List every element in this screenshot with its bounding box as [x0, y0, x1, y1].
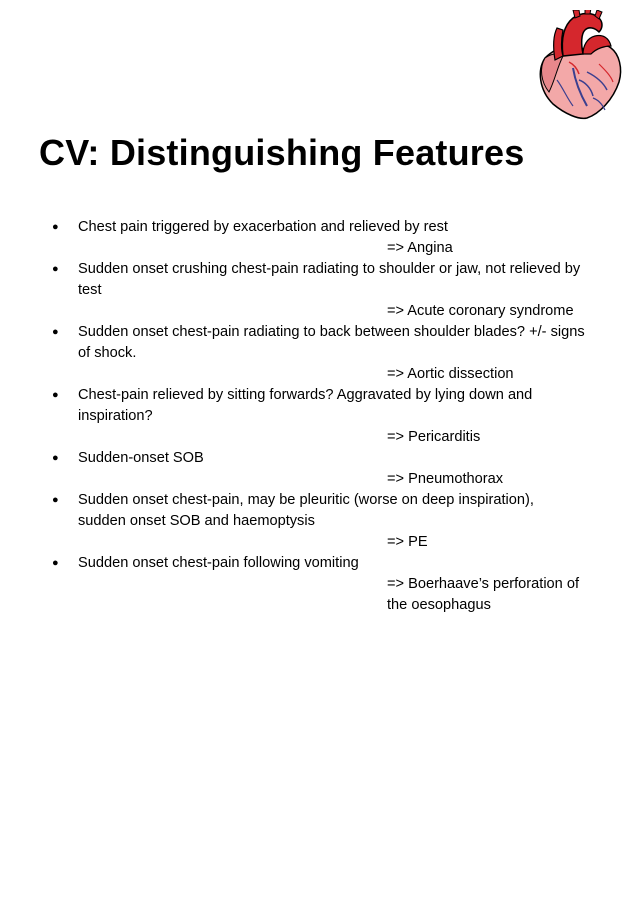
- feature-diagnosis: => Angina: [387, 240, 453, 256]
- list-item: [0, 553, 638, 616]
- feature-description: Sudden onset chest-pain following vomiting: [78, 555, 359, 571]
- feature-description: Sudden onset chest-pain radiating to back between shoulder blades? +/- signs of shock.: [78, 324, 585, 361]
- bullet-icon: ●: [52, 263, 59, 275]
- feature-diagnosis: => Pneumothorax: [387, 471, 504, 487]
- feature-description: Chest-pain relieved by sitting forwards? Aggravated by lying down and inspiration?: [78, 387, 533, 424]
- feature-diagnosis: => Acute coronary syndrome: [387, 303, 574, 319]
- page-title: CV: Distinguishing Features: [39, 132, 525, 173]
- feature-diagnosis: => Boerhaave’s perforation of the oesophagus: [387, 576, 580, 613]
- bullet-icon: ●: [52, 326, 59, 338]
- list-item: [0, 259, 638, 322]
- feature-description: Sudden-onset SOB: [78, 450, 204, 466]
- list-item: [0, 490, 638, 553]
- list-item: [0, 385, 638, 448]
- features-list: [0, 217, 638, 616]
- bullet-icon: ●: [52, 452, 59, 464]
- feature-description: Sudden onset chest-pain, may be pleuritic (worse on deep inspiration), sudden onset SOB and haemoptysis: [78, 492, 534, 529]
- feature-description: Sudden onset crushing chest-pain radiating to shoulder or jaw, not relieved by test: [78, 261, 581, 298]
- feature-diagnosis: => Aortic dissection: [387, 366, 514, 382]
- feature-diagnosis: => PE: [387, 534, 428, 550]
- list-item: [0, 217, 638, 259]
- anatomical-heart-icon: [533, 10, 623, 122]
- list-item: [0, 448, 638, 490]
- bullet-icon: ●: [52, 389, 59, 401]
- bullet-icon: ●: [52, 494, 59, 506]
- bullet-icon: ●: [52, 557, 59, 569]
- feature-diagnosis: => Pericarditis: [387, 429, 481, 445]
- bullet-icon: ●: [52, 221, 59, 233]
- list-item: [0, 322, 638, 385]
- feature-description: Chest pain triggered by exacerbation and relieved by rest: [78, 219, 448, 235]
